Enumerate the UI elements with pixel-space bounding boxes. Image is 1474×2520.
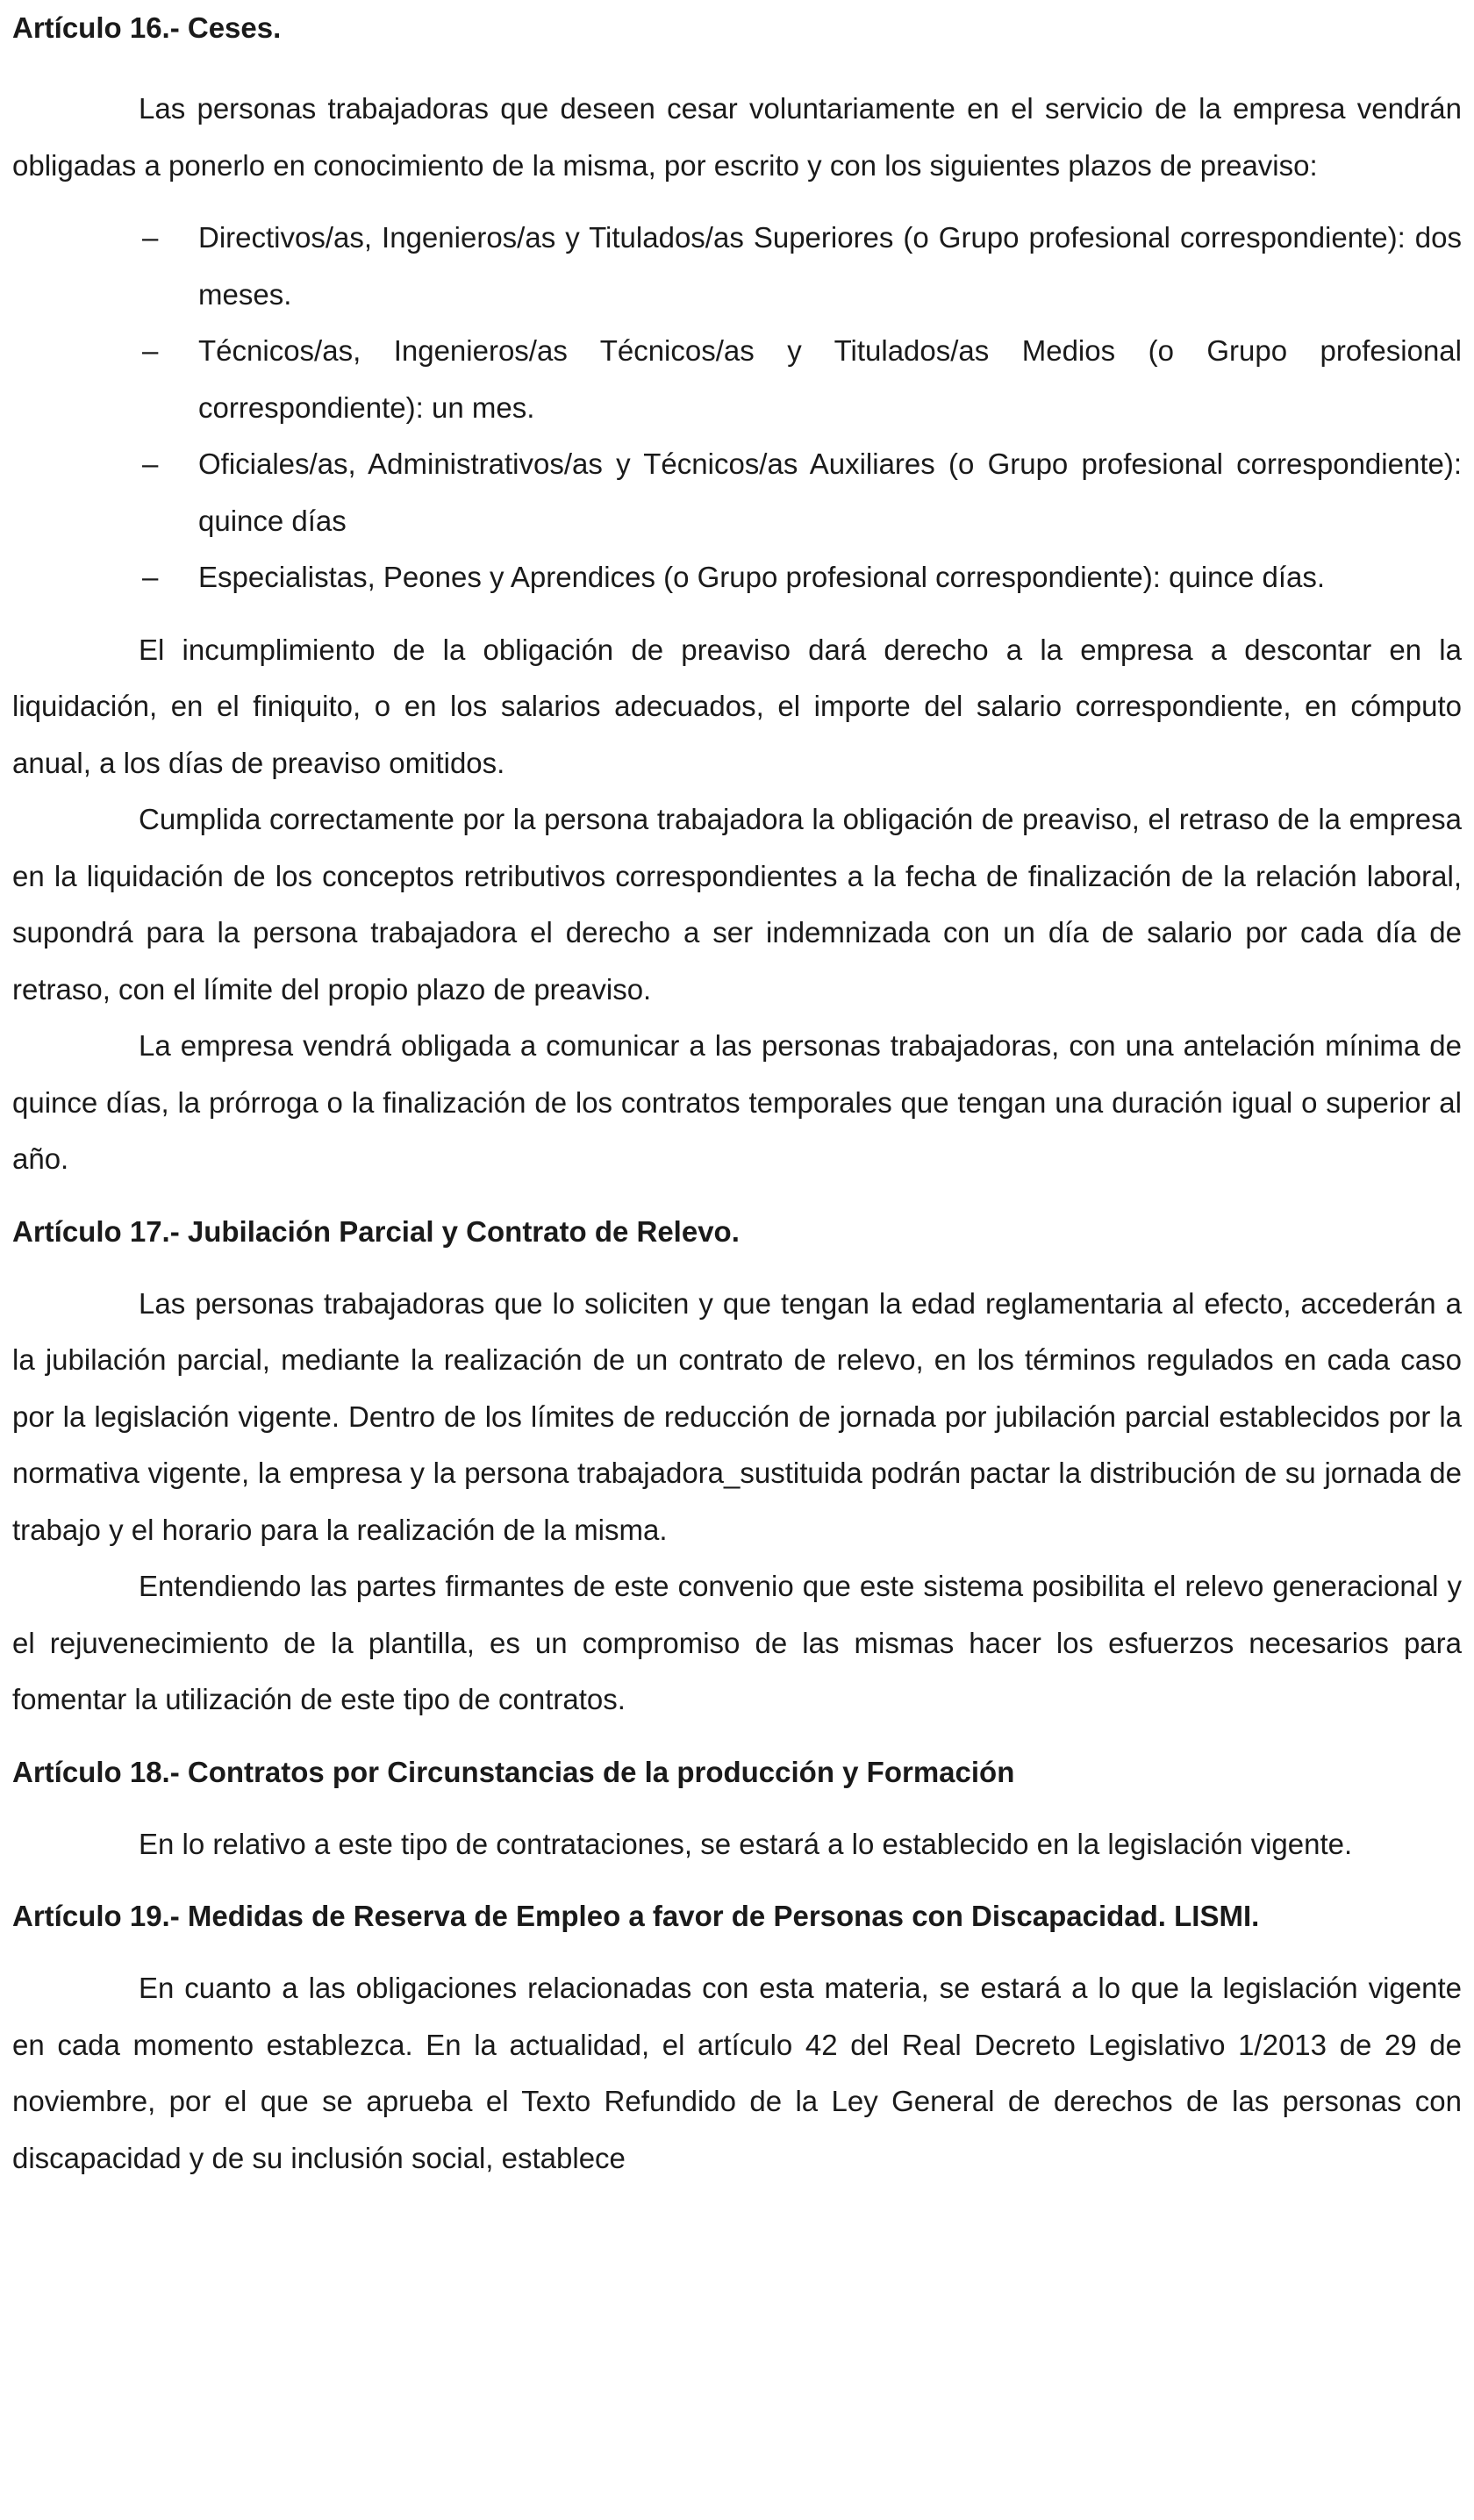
article-17-paragraph: Entendiendo las partes firmantes de este convenio que este sistema posibilita el relevo generacional y el rejuvenecimiento de la plantilla, es un compromiso de las mismas hacer los esfuerzos necesarios para fomentar la utilización de este tipo de contratos. (12, 1570, 1462, 1715)
article-18-paragraph: En lo relativo a este tipo de contrataciones, se estará a lo establecido en la legislación vigente. (139, 1827, 1353, 1860)
list-item: – Oficiales/as, Administrativos/as y Técnicos/as Auxiliares (o Grupo profesional correspondiente): quince días (12, 436, 1462, 549)
article-16-paragraph: La empresa vendrá obligada a comunicar a las personas trabajadoras, con una antelación mínima de quince días, la prórroga o la finalización de los contratos temporales que tengan una duración igual o superior al año. (12, 1029, 1462, 1175)
dash-bullet: – (142, 561, 159, 593)
list-item: – Especialistas, Peones y Aprendices (o Grupo profesional correspondiente): quince días. (12, 549, 1462, 606)
list-item: – Técnicos/as, Ingenieros/as Técnicos/as y Titulados/as Medios (o Grupo profesional correspondiente): un mes. (12, 323, 1462, 436)
article-16-paragraph: El incumplimiento de la obligación de preaviso dará derecho a la empresa a descontar en la liquidación, en el finiquito, o en los salarios adecuados, el importe del salario correspondiente, en cómputo anual, a los días de preaviso omitidos. (12, 633, 1462, 779)
article-17-heading: Artículo 17.- Jubilación Parcial y Contrato de Relevo. (12, 1214, 740, 1248)
article-16-heading: Artículo 16.- Ceses. (12, 11, 282, 44)
article-16-intro: Las personas trabajadoras que deseen cesar voluntariamente en el servicio de la empresa vendrán obligadas a ponerlo en conocimiento de la misma, por escrito y con los siguientes plazos de preaviso: (12, 92, 1462, 182)
list-item: – Directivos/as, Ingenieros/as y Titulados/as Superiores (o Grupo profesional correspondiente): dos meses. (12, 210, 1462, 323)
article-16-paragraph: Cumplida correctamente por la persona trabajadora la obligación de preaviso, el retraso de la empresa en la liquidación de los conceptos retributivos correspondientes a la fecha de finalización de la relación laboral, supondrá para la persona trabajadora el derecho a ser indemnizada con un día de salario por cada día de retraso, con el límite del propio plazo de preaviso. (12, 803, 1462, 1006)
notice-period-list (12, 210, 1462, 606)
article-17-paragraph: Las personas trabajadoras que lo soliciten y que tengan la edad reglamentaria al efecto, accederán a la jubilación parcial, mediante la realización de un contrato de relevo, en los términos regulados en cada caso por la legislación vigente. Dentro de los límites de reducción de jornada por jubilación parcial establecidos por la normativa vigente, la empresa y la persona trabajadora_sustituida podrán pactar la distribución de su jornada de trabajo y el horario para la realización de la misma. (12, 1286, 1462, 1546)
article-19-heading: Artículo 19.- Medidas de Reserva de Empleo a favor de Personas con Discapacidad. LISMI. (12, 1900, 1260, 1932)
article-18-heading: Artículo 18.- Contratos por Circunstancias de la producción y Formación (12, 1755, 1015, 1788)
dash-bullet: – (142, 447, 159, 480)
document-page (12, 0, 1462, 2187)
dash-bullet: – (142, 221, 159, 254)
dash-bullet: – (142, 334, 159, 367)
article-19-paragraph: En cuanto a las obligaciones relacionadas con esta materia, se estará a lo que la legislación vigente en cada momento establezca. En la actualidad, el artículo 42 del Real Decreto Legislativo 1/2013 de 29 de noviembre, por el que se aprueba el Texto Refundido de la Ley General de derechos de las personas con discapacidad y de su inclusión social, establece (12, 1972, 1462, 2174)
